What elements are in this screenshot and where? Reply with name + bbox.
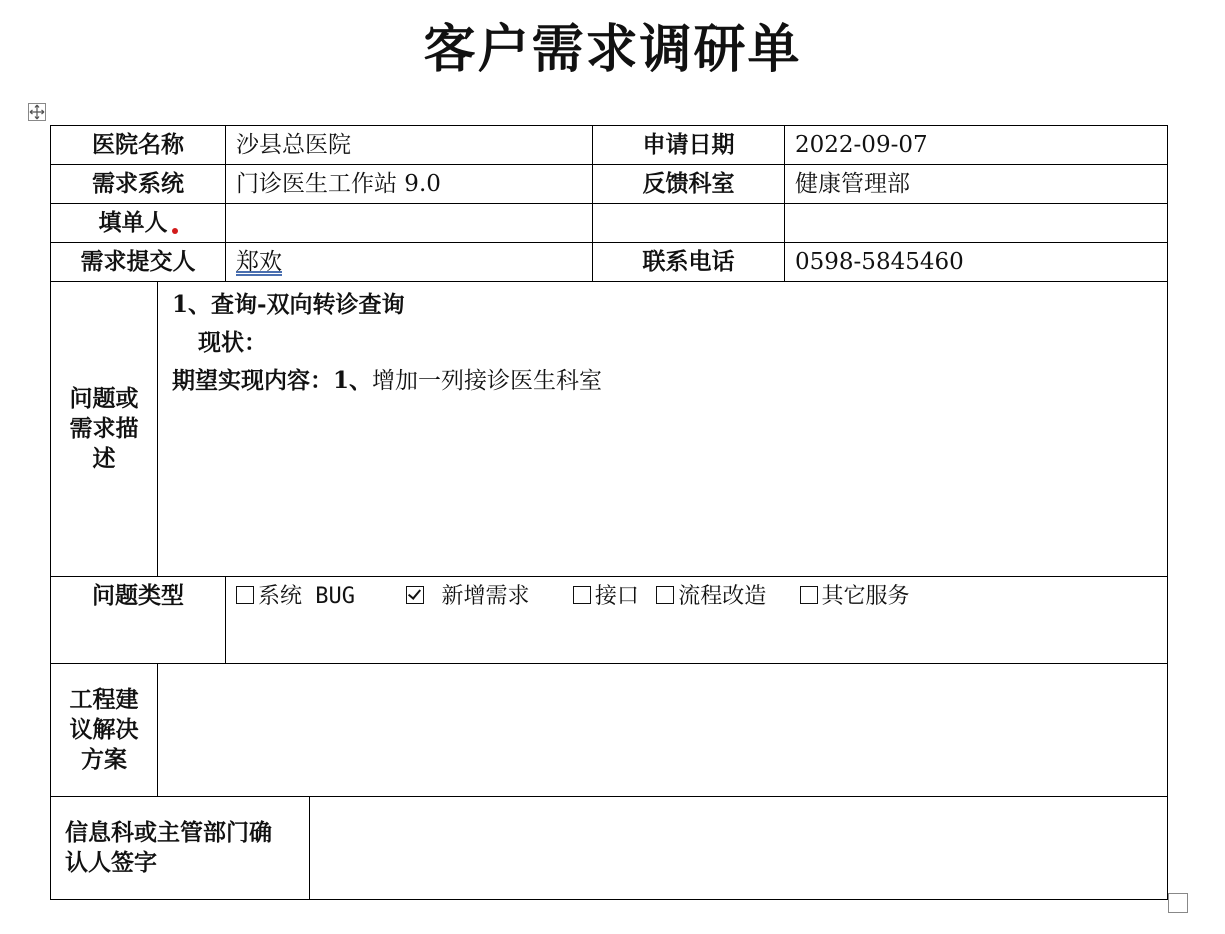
empty-cell[interactable] <box>593 204 785 243</box>
option-label: 接口 <box>594 584 639 609</box>
option-interface[interactable] <box>573 582 639 612</box>
engineering-value[interactable] <box>158 664 1168 797</box>
description-status-label: 现状： <box>198 329 267 356</box>
row-description <box>51 282 1168 577</box>
issue-type-options <box>226 577 1168 664</box>
signature-value[interactable] <box>310 797 1168 900</box>
table-resize-handle-icon[interactable] <box>1168 893 1188 913</box>
request-form-table <box>50 125 1168 900</box>
checkbox-checked-icon[interactable] <box>406 586 424 604</box>
phone-label: 联系电话 <box>593 243 785 282</box>
option-other-service[interactable] <box>800 582 910 612</box>
red-mark-icon <box>172 228 178 234</box>
description-label-line: 述 <box>92 445 116 472</box>
expect-label: 期望实现内容： <box>172 367 333 394</box>
checkbox-unchecked-icon[interactable] <box>236 586 254 604</box>
submitter-value[interactable]: 郑欢 <box>236 249 282 275</box>
row-hospital <box>51 126 1168 165</box>
row-system <box>51 165 1168 204</box>
filler-label: 填单人 <box>98 209 168 236</box>
description-label-line: 问题或 <box>69 385 139 412</box>
signature-label-line: 信息科或主管部门确 <box>65 819 272 846</box>
filler-label-cell <box>51 204 226 243</box>
option-label: 新增需求 <box>441 584 530 609</box>
engineering-label-line: 工程建 <box>69 686 139 713</box>
description-item-title: 1、查询-双向转诊查询 <box>172 291 405 318</box>
option-system-bug[interactable] <box>236 582 355 612</box>
description-content[interactable] <box>158 282 1168 577</box>
feedback-dept-value[interactable]: 健康管理部 <box>785 165 1168 204</box>
row-signature <box>51 797 1168 900</box>
row-issue-type <box>51 577 1168 664</box>
feedback-dept-label: 反馈科室 <box>593 165 785 204</box>
system-value[interactable]: 门诊医生工作站 9.0 <box>226 165 593 204</box>
hospital-name-label: 医院名称 <box>51 126 226 165</box>
submitter-value-cell[interactable] <box>226 243 593 282</box>
option-label: 其它服务 <box>821 584 910 609</box>
signature-label-line: 认人签字 <box>65 849 157 876</box>
table-move-handle-icon[interactable] <box>28 103 46 121</box>
system-label: 需求系统 <box>51 165 226 204</box>
row-engineering <box>51 664 1168 797</box>
row-filler <box>51 204 1168 243</box>
engineering-label-line: 方案 <box>81 746 127 773</box>
checkbox-unchecked-icon[interactable] <box>573 586 591 604</box>
signature-label <box>51 797 310 900</box>
option-label: 系统 BUG <box>258 584 355 609</box>
description-label <box>51 282 158 577</box>
row-submitter <box>51 243 1168 282</box>
hospital-name-value[interactable]: 沙县总医院 <box>226 126 593 165</box>
option-new-requirement[interactable] <box>406 582 529 612</box>
description-label-line: 需求描 <box>69 415 139 442</box>
submitter-label: 需求提交人 <box>51 243 226 282</box>
expect-number: 1、 <box>333 367 373 394</box>
engineering-label-line: 议解决 <box>69 716 139 743</box>
apply-date-value[interactable]: 2022-09-07 <box>785 126 1168 165</box>
filler-value[interactable] <box>226 204 593 243</box>
document-title: 客户需求调研单 <box>423 19 802 80</box>
empty-cell[interactable] <box>785 204 1168 243</box>
phone-value[interactable]: 0598-5845460 <box>785 243 1168 282</box>
option-process-revamp[interactable] <box>656 582 766 612</box>
engineering-label <box>51 664 158 797</box>
apply-date-label: 申请日期 <box>593 126 785 165</box>
checkbox-unchecked-icon[interactable] <box>656 586 674 604</box>
option-label: 流程改造 <box>678 584 767 609</box>
expect-text: 增加一列接诊医生科室 <box>372 368 603 394</box>
issue-type-label: 问题类型 <box>51 577 226 664</box>
checkbox-unchecked-icon[interactable] <box>800 586 818 604</box>
description-expect-line <box>172 362 1153 400</box>
